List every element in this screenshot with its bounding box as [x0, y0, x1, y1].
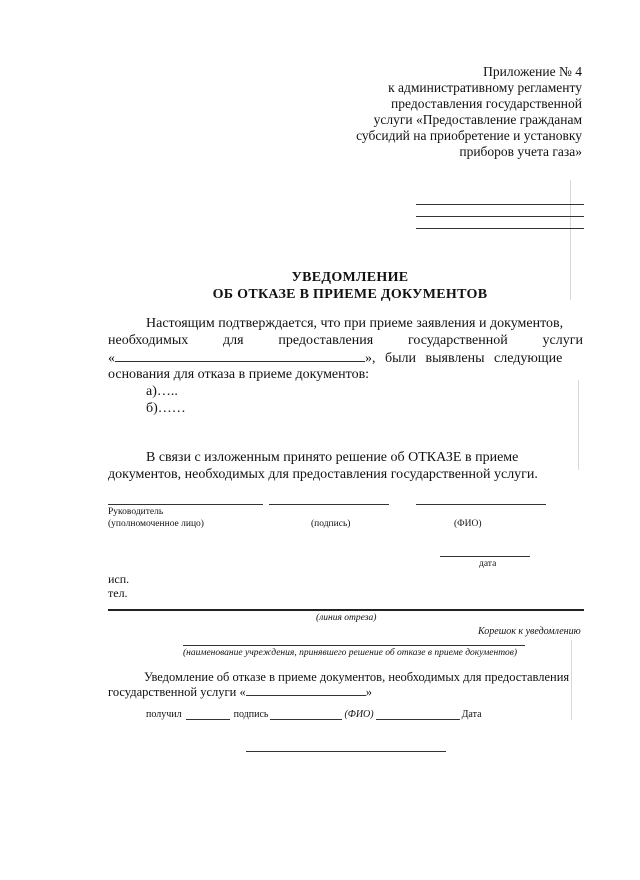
stub-text-line	[108, 685, 372, 700]
list-item-a: а)…..	[146, 384, 178, 399]
cut-label: (линия отреза)	[316, 613, 377, 623]
fio-label: (ФИО)	[454, 519, 482, 529]
quote-open: «	[108, 351, 115, 366]
received-row	[146, 709, 482, 720]
date-line	[440, 556, 530, 557]
body-paragraph-line	[108, 332, 583, 349]
service-name-blank	[115, 349, 365, 362]
body-paragraph-line: Настоящим подтверждается, что при приеме заявления и документов,	[146, 316, 564, 331]
appendix-line: приборов учета газа»	[459, 144, 582, 159]
stub-sign-label: подпись	[233, 709, 269, 720]
body-paragraph-line: основания для отказа в приеме документов:	[108, 367, 370, 382]
phone-label: тел.	[108, 586, 128, 600]
institution-line	[183, 645, 525, 646]
appendix-line: субсидий на приобретение и установку	[356, 128, 582, 143]
stub-service-blank	[246, 685, 366, 696]
stub-service-prefix: государственной услуги «	[108, 685, 246, 699]
head-sublabel: (уполномоченное лицо)	[108, 519, 204, 529]
date-label: дата	[479, 559, 497, 569]
received-label: получил	[146, 709, 182, 720]
recipient-blank-line	[416, 216, 584, 217]
appendix-line: предоставления государственной	[391, 96, 582, 111]
word: для	[223, 333, 244, 348]
body-paragraph-line	[108, 349, 583, 367]
word: государственной	[407, 333, 508, 348]
stub-label: Корешок к уведомлению	[478, 626, 581, 637]
stub-sign-blank	[270, 710, 342, 720]
received-blank	[186, 710, 230, 720]
decision-paragraph-line: документов, необходимых для предоставления государственной услуги.	[108, 467, 538, 482]
stub-text-line: Уведомление об отказе в приеме документов, необходимых для предоставления	[144, 670, 570, 684]
quote-close-text: », были выявлены следующие	[365, 351, 563, 366]
stub-service-suffix: »	[365, 685, 372, 699]
stub-date-label: Дата	[461, 709, 482, 720]
fio-line	[416, 504, 546, 505]
word: необходимых	[108, 333, 189, 348]
recipient-blank-line	[416, 228, 584, 229]
head-signature-line	[108, 504, 263, 505]
head-label: Руководитель	[108, 507, 164, 517]
appendix-number: Приложение № 4	[483, 64, 582, 79]
appendix-line: услуги «Предоставление гражданам	[373, 112, 582, 127]
decision-paragraph-line: В связи с изложенным принято решение об ОТКАЗЕ в приеме	[146, 450, 519, 465]
stub-fio-blank	[376, 710, 460, 720]
document-subtitle: ОБ ОТКАЗЕ В ПРИЕМЕ ДОКУМЕНТОВ	[212, 287, 488, 302]
executor-label: исп.	[108, 572, 130, 586]
sign-line	[269, 504, 389, 505]
word: предоставления	[278, 333, 374, 348]
document-title: УВЕДОМЛЕНИЕ	[291, 270, 409, 285]
institution-label: (наименование учреждения, принявшего решение об отказе в приеме документов)	[183, 648, 518, 658]
sign-label: (подпись)	[311, 519, 351, 529]
recipient-blank-line	[416, 204, 584, 205]
appendix-block	[322, 64, 582, 160]
list-item-b: б)……	[146, 401, 186, 416]
cut-line	[108, 609, 584, 611]
word: услуги	[542, 333, 583, 348]
appendix-line: к административному регламенту	[388, 80, 582, 95]
stub-fio-label: (ФИО)	[344, 709, 374, 720]
bottom-blank-line	[246, 751, 446, 752]
